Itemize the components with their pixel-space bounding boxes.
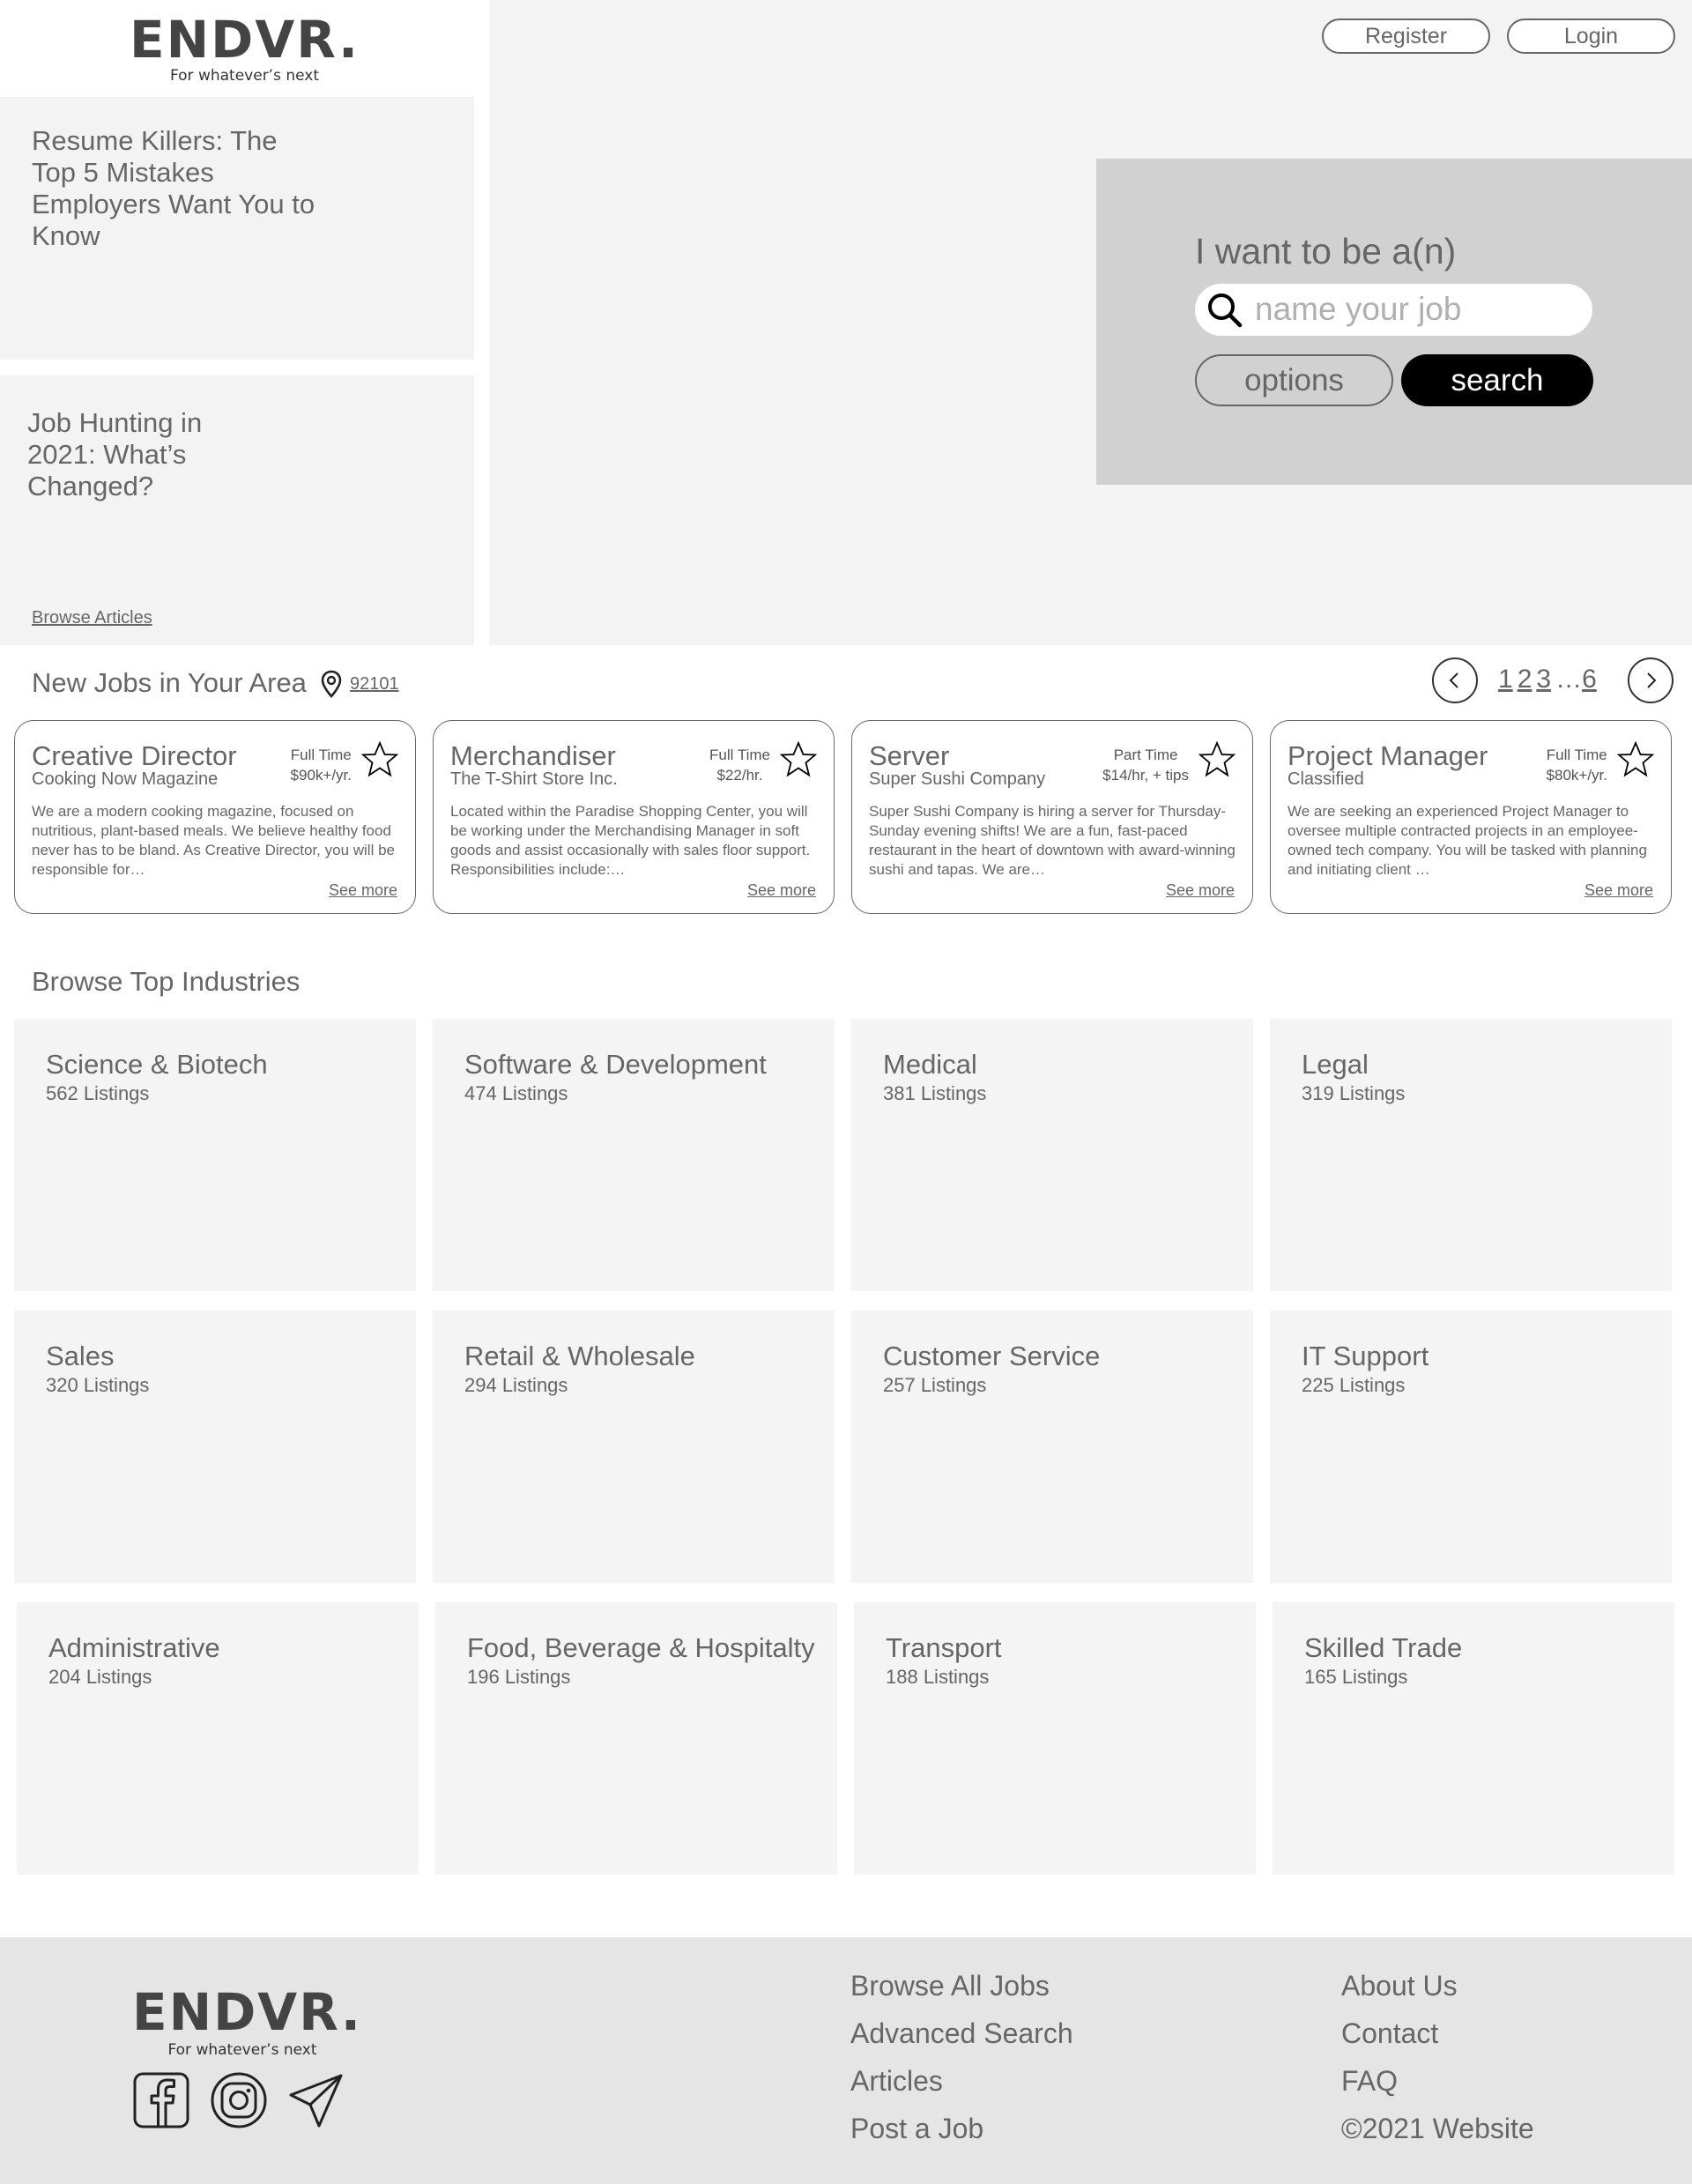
- star-icon[interactable]: [1198, 740, 1236, 779]
- job-pay: $22/hr.: [716, 767, 763, 784]
- job-meta: [1102, 745, 1189, 785]
- industry-tile[interactable]: [435, 1602, 837, 1875]
- job-company: The T-Shirt Store Inc.: [450, 769, 618, 789]
- page-link[interactable]: 3: [1536, 665, 1552, 694]
- page-link[interactable]: 1: [1498, 665, 1513, 694]
- job-card[interactable]: [14, 720, 416, 914]
- industry-listing-count: 474 Listings: [464, 1082, 568, 1104]
- job-description: Super Sushi Company is hiring a server for Thursday-Sunday evening shifts! We are a fun, fast-paced restaurant in the heart of downtown with award-winning sushi and tapas. We are…: [869, 803, 1236, 878]
- chevron-left-icon: [1445, 671, 1465, 690]
- faq-link[interactable]: FAQ: [1341, 2065, 1399, 2097]
- page-link[interactable]: 2: [1517, 665, 1532, 694]
- job-type: Full Time: [1546, 747, 1607, 763]
- industry-name: IT Support: [1302, 1341, 1429, 1371]
- industry-listing-count: 204 Listings: [48, 1666, 152, 1688]
- instagram-icon[interactable]: [210, 2071, 268, 2129]
- star-icon[interactable]: [1616, 740, 1655, 779]
- industry-name: Retail & Wholesale: [464, 1341, 695, 1371]
- logo-tagline: For whatever’s next: [167, 2041, 317, 2059]
- industry-tile[interactable]: [1273, 1602, 1674, 1875]
- industry-name: Software & Development: [464, 1049, 767, 1080]
- zip-code-link[interactable]: 92101: [350, 673, 399, 694]
- see-more-link[interactable]: See more: [1165, 881, 1235, 899]
- jobs-pagination: [1432, 657, 1679, 707]
- see-more-link[interactable]: See more: [746, 881, 816, 899]
- next-page-button[interactable]: [1628, 657, 1673, 703]
- options-button[interactable]: options: [1195, 354, 1393, 406]
- star-icon[interactable]: [360, 740, 399, 779]
- job-title: Project Manager: [1288, 740, 1488, 771]
- job-meta: [291, 745, 352, 785]
- page-link[interactable]: 6: [1582, 665, 1597, 694]
- job-description: We are a modern cooking magazine, focused on nutritious, plant-based meals. We believe healthy food never has to be bland. As Creative Director, you will be responsible for…: [32, 803, 395, 878]
- footer-links-column: [1341, 1969, 1534, 2159]
- industry-listing-count: 294 Listings: [464, 1374, 568, 1396]
- job-search-panel: [1096, 159, 1692, 485]
- logo-wordmark: ENDVR.: [132, 1982, 362, 2042]
- copyright-text: ©2021 Website: [1341, 2113, 1534, 2144]
- industry-listing-count: 225 Listings: [1302, 1374, 1406, 1396]
- new-jobs-heading: New Jobs in Your Area: [32, 667, 307, 698]
- send-icon[interactable]: [287, 2071, 345, 2129]
- job-card[interactable]: [851, 720, 1253, 914]
- job-type: Full Time: [709, 747, 770, 763]
- job-title: Server: [869, 740, 950, 771]
- industry-name: Sales: [46, 1341, 115, 1371]
- see-more-link[interactable]: See more: [328, 881, 397, 899]
- industry-tile[interactable]: [1270, 1019, 1672, 1291]
- logo-tagline: For whatever’s next: [169, 67, 320, 85]
- job-title: Creative Director: [32, 740, 237, 771]
- industry-name: Food, Beverage & Hospitalty: [467, 1632, 815, 1663]
- register-button[interactable]: Register: [1322, 19, 1490, 54]
- industry-name: Skilled Trade: [1304, 1632, 1463, 1663]
- search-button[interactable]: search: [1401, 354, 1593, 406]
- advanced-search-link[interactable]: Advanced Search: [850, 2017, 1073, 2049]
- facebook-icon[interactable]: [132, 2071, 190, 2129]
- article-title[interactable]: Resume Killers: The Top 5 Mistakes Employers Want You to Know: [32, 125, 315, 251]
- login-button[interactable]: Login: [1507, 19, 1675, 54]
- industry-tile[interactable]: [851, 1311, 1253, 1583]
- industry-listing-count: 188 Listings: [886, 1666, 990, 1688]
- industry-name: Customer Service: [883, 1341, 1101, 1371]
- page-ellipsis: …: [1555, 665, 1583, 694]
- industry-tile[interactable]: [851, 1019, 1253, 1291]
- industry-tile[interactable]: [14, 1019, 416, 1291]
- previous-page-button[interactable]: [1432, 657, 1478, 703]
- job-company: Classified: [1288, 769, 1364, 789]
- browse-all-jobs-link[interactable]: Browse All Jobs: [850, 1970, 1050, 2002]
- job-description: Located within the Paradise Shopping Center, you will be working under the Merchandising Manager in soft goods and assist occasionally with sales floor support. Responsibilities include:…: [450, 803, 811, 878]
- page-numbers: [1498, 665, 1601, 695]
- industries-heading: Browse Top Industries: [32, 966, 301, 997]
- location-selector[interactable]: [320, 670, 399, 698]
- star-icon[interactable]: [779, 740, 818, 779]
- see-more-link[interactable]: See more: [1584, 881, 1653, 899]
- industry-tile[interactable]: [433, 1311, 835, 1583]
- job-type: Full Time: [290, 747, 352, 763]
- search-box[interactable]: [1195, 284, 1592, 336]
- industry-listing-count: 257 Listings: [883, 1374, 987, 1396]
- job-title: Merchandiser: [450, 740, 616, 771]
- industry-name: Science & Biotech: [46, 1049, 268, 1080]
- industry-listing-count: 196 Listings: [467, 1666, 571, 1688]
- industry-tile[interactable]: [433, 1019, 835, 1291]
- site-logo[interactable]: [0, 0, 489, 97]
- post-a-job-link[interactable]: Post a Job: [850, 2113, 984, 2144]
- job-pay: $14/hr, + tips: [1102, 767, 1189, 784]
- industry-tile[interactable]: [17, 1602, 419, 1875]
- location-pin-icon: [320, 670, 343, 698]
- job-search-input[interactable]: [1255, 289, 1581, 330]
- contact-link[interactable]: Contact: [1341, 2017, 1439, 2049]
- industry-tile[interactable]: [14, 1311, 416, 1583]
- article-card[interactable]: [0, 97, 474, 360]
- about-us-link[interactable]: About Us: [1341, 1970, 1458, 2002]
- industry-listing-count: 381 Listings: [883, 1082, 987, 1104]
- job-company: Super Sushi Company: [869, 769, 1046, 789]
- job-meta: [709, 745, 770, 785]
- industry-listing-count: 319 Listings: [1302, 1082, 1406, 1104]
- chevron-right-icon: [1641, 671, 1660, 690]
- article-card[interactable]: [0, 375, 474, 645]
- job-company: Cooking Now Magazine: [32, 769, 219, 789]
- job-type: Part Time: [1113, 747, 1178, 763]
- industry-name: Administrative: [48, 1632, 220, 1663]
- browse-articles-link[interactable]: Browse Articles: [32, 608, 152, 628]
- job-meta: [1547, 745, 1607, 785]
- article-title[interactable]: Job Hunting in 2021: What’s Changed?: [27, 407, 203, 501]
- footer-links-column: [850, 1969, 1073, 2159]
- industry-listing-count: 320 Listings: [46, 1374, 150, 1396]
- industry-name: Medical: [883, 1049, 977, 1080]
- job-card[interactable]: [1270, 720, 1672, 914]
- industry-name: Legal: [1302, 1049, 1369, 1080]
- industry-name: Transport: [886, 1632, 1002, 1663]
- articles-link[interactable]: Articles: [850, 2065, 943, 2097]
- search-icon: [1206, 291, 1244, 330]
- job-description: We are seeking an experienced Project Manager to oversee multiple contracted projects in an employee-owned tech company. You will be tasked with planning and initiating client …: [1288, 803, 1647, 878]
- job-pay: $90k+/yr.: [290, 767, 352, 784]
- industry-tile[interactable]: [854, 1602, 1256, 1875]
- industry-tile[interactable]: [1270, 1311, 1672, 1583]
- industry-listing-count: 165 Listings: [1304, 1666, 1408, 1688]
- job-pay: $80k+/yr.: [1546, 767, 1607, 784]
- search-heading: I want to be a(n): [1195, 231, 1457, 271]
- logo-wordmark: ENDVR.: [130, 10, 360, 70]
- industry-listing-count: 562 Listings: [46, 1082, 150, 1104]
- job-card[interactable]: [433, 720, 835, 914]
- site-footer: [0, 1937, 1692, 2184]
- footer-logo[interactable]: [132, 1982, 362, 2059]
